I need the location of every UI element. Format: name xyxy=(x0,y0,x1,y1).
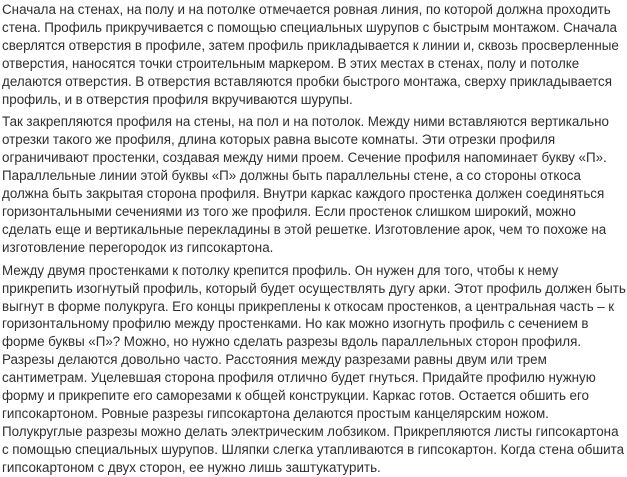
paragraph-2: Так закрепляются профиля на стены, на пол и на потолок. Между ними вставляются вертикально отрезки такого же профиля, длина которых равна высоте комнаты. Эти отрезки профиля ограничивают простенки, создавая между ними проем. Сечение профиля напоминает букву «П». Параллельные линии этой буквы «П» должны быть параллельны стене, а со стороны откоса должна быть закрытая сторона профиля. Внутри каркас каждого простенка должен соединяться горизонтальными сечениями из того же профиля. Если простенок слишком широкий, можно сделать еще и вертикальные перекладины в этой решетке. Изготовление арок, чем то похоже на изготовление перегородок из гипсокартона. xyxy=(2,114,609,255)
paragraph-1: Сначала на стенах, на полу и на потолке отмечается ровная линия, по которой должна проходить стена. Профиль прикручивается с помощью специальных шурупов с быстрым монтажом. Сначала сверлятся отверстия в профиле, затем профиль прикладывается к линии и, сквозь просверленные отверстия, наносятся точки строительным маркером. В этих местах в стенах, полу и потолке делаются отверстия. В отверстия вставляются пробки быстрого монтажа, сверху прикладывается профиль, и в отверстия профиля вкручиваются шурупы. xyxy=(2,2,619,107)
paragraph-3: Между двумя простенками к потолку крепится профиль. Он нужен для того, чтобы к нему прикрепить изогнутый профиль, который будет осуществлять дугу арки. Этот профиль должен быть выгнут в форме полукруга. Его концы прикреплены к откосам простенков, а центральная часть – к горизонтальному профилю между простенками. Но как можно изогнуть профиль с сечением в форме буквы «П»? Можно, но нужно сделать разрезы вдоль параллельных сторон профиля. Разрезы делаются довольно часто. Расстояния между разрезами равны двум или трем сантиметрам. Уцелевшая сторона профиля отлично будет гнуться. Придайте профилю нужную форму и прикрепите его саморезами к общей конструкции. Каркас готов. Остается обшить его гипсокартоном. Ровные разрезы гипсокартона делаются простым канцелярским ножом. Полукруглые разрезы можно делать электрическим лобзиком. Прикрепляются листы гипсокартона с помощью специальных шурупов. Шляпки слегка утапливаются в гипсокартон. Когда стена обшита гипсокартоном с двух сторон, ее нужно лишь заштукатурить. xyxy=(2,262,626,475)
